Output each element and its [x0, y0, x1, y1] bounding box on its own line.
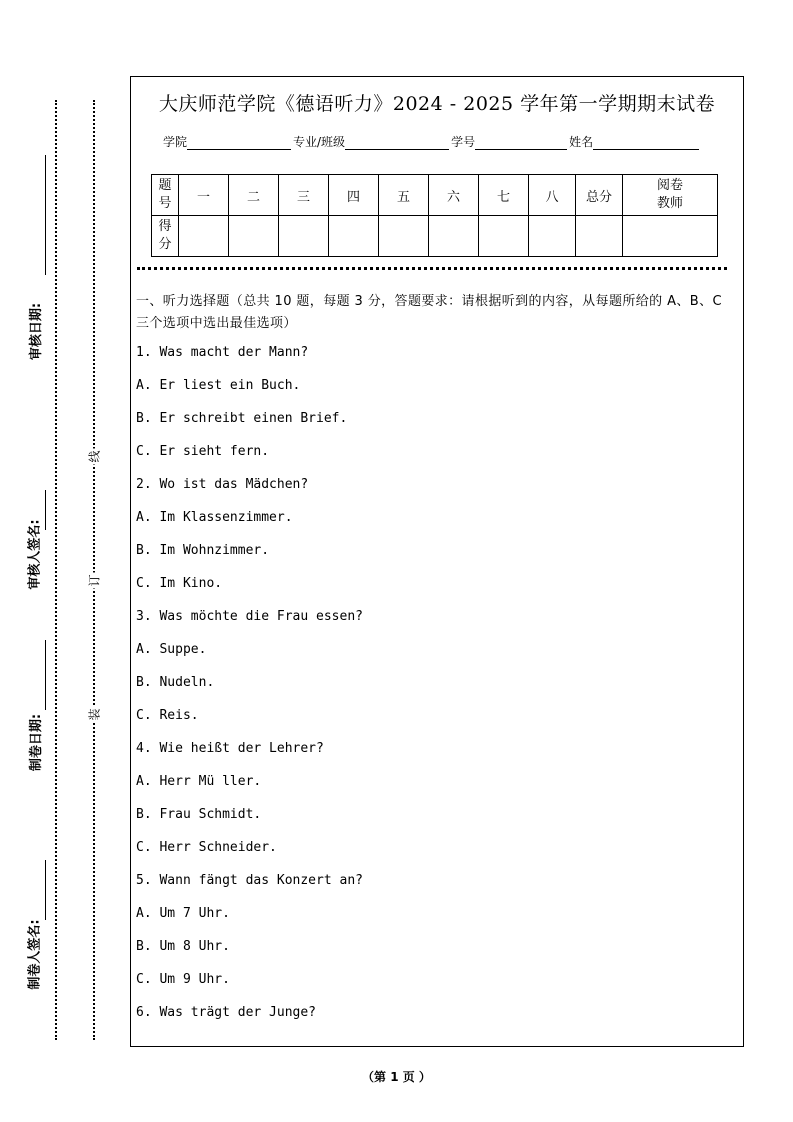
answer-option[interactable]: A. Im Klassenzimmer.: [136, 510, 293, 525]
binding-char-xian: 线: [87, 450, 102, 463]
question-text: 6. Was trägt der Junge?: [136, 1005, 317, 1020]
answer-option[interactable]: C. Um 9 Uhr.: [136, 972, 230, 987]
binding-dotted-line-inner: [93, 100, 95, 1040]
score-cell[interactable]: [379, 216, 429, 257]
answer-option[interactable]: C. Er sieht fern.: [136, 444, 270, 459]
score-cell[interactable]: [229, 216, 279, 257]
name-field[interactable]: [593, 135, 699, 150]
info-label-name: 姓名: [569, 135, 594, 149]
answer-option[interactable]: A. Herr Mü ller.: [136, 774, 262, 789]
reviewer-signature-line: [45, 490, 46, 530]
exam-title: 大庆师范学院《德语听力》2024 - 2025 学年第一学期期末试卷: [158, 93, 716, 115]
col-header: 二: [229, 175, 279, 216]
prep-date-label: 制卷日期:: [25, 712, 44, 773]
answer-option[interactable]: C. Herr Schneider.: [136, 840, 277, 855]
preparer-signature-line: [45, 860, 46, 920]
answer-option[interactable]: A. Er liest ein Buch.: [136, 378, 301, 393]
row-header-score: 得 分: [152, 216, 179, 257]
question-text: 2. Wo ist das Mädchen?: [136, 477, 309, 492]
section-instruction: 一、听力选择题（总共 10 题，每题 3 分，答题要求：请根据听到的内容，从每题所给的 A、B、C 三个选项中选出最佳选项）: [136, 294, 722, 331]
student-id-field[interactable]: [475, 135, 567, 150]
score-table-score-row: [152, 216, 718, 257]
col-header: 三: [279, 175, 329, 216]
col-header: 七: [479, 175, 529, 216]
question-text: 5. Wann fängt das Konzert an?: [136, 873, 363, 888]
binding-char-zhuang: 装: [87, 708, 102, 721]
info-label-college: 学院: [163, 135, 188, 149]
question-text: 1. Was macht der Mann?: [136, 345, 309, 360]
col-header: 六: [429, 175, 479, 216]
binding-dotted-line-outer: [55, 100, 57, 1040]
score-cell[interactable]: [329, 216, 379, 257]
col-header: 五: [379, 175, 429, 216]
question-list: [136, 344, 736, 1037]
score-cell[interactable]: [529, 216, 576, 257]
answer-option[interactable]: B. Um 8 Uhr.: [136, 939, 230, 954]
reviewer-signature-label: 审核人签名:: [24, 517, 43, 591]
answer-option[interactable]: C. Im Kino.: [136, 576, 223, 591]
answer-option[interactable]: B. Im Wohnzimmer.: [136, 543, 270, 558]
answer-option[interactable]: A. Suppe.: [136, 642, 207, 657]
question-text: 4. Wie heißt der Lehrer?: [136, 741, 324, 756]
answer-option[interactable]: B. Frau Schmidt.: [136, 807, 262, 822]
question-text: 3. Was möchte die Frau essen?: [136, 609, 363, 624]
dotted-separator: [137, 267, 727, 270]
info-label-student-id: 学号: [451, 135, 476, 149]
answer-option[interactable]: B. Er schreibt einen Brief.: [136, 411, 348, 426]
row-header-question-no: 题 号: [152, 175, 179, 216]
score-cell[interactable]: [479, 216, 529, 257]
review-date-label: 审核日期:: [25, 301, 44, 362]
score-cell-total[interactable]: [576, 216, 623, 257]
answer-option[interactable]: A. Um 7 Uhr.: [136, 906, 230, 921]
score-cell[interactable]: [279, 216, 329, 257]
col-header: 八: [529, 175, 576, 216]
section-listening-choice: [136, 291, 736, 1037]
col-header: 一: [179, 175, 229, 216]
student-info-row: [163, 133, 701, 150]
score-table: [151, 174, 718, 257]
page-number: （第 1 页 ）: [362, 1070, 431, 1084]
preparer-signature-label: 制卷人签名:: [24, 917, 43, 991]
score-cell[interactable]: [179, 216, 229, 257]
review-date-line: [45, 155, 46, 275]
col-header: 四: [329, 175, 379, 216]
exam-frame: [130, 76, 744, 1047]
score-table-header-row: [152, 175, 718, 216]
info-label-major-class: 专业/班级: [293, 135, 346, 149]
answer-option[interactable]: C. Reis.: [136, 708, 199, 723]
score-cell-grader[interactable]: [623, 216, 718, 257]
col-header-grader: 阅卷 教师: [623, 175, 718, 216]
prep-date-line: [45, 640, 46, 710]
college-field[interactable]: [187, 135, 291, 150]
binding-char-ding: 订: [87, 574, 102, 587]
col-header: 总分: [576, 175, 623, 216]
major-class-field[interactable]: [345, 135, 449, 150]
answer-option[interactable]: B. Nudeln.: [136, 675, 215, 690]
score-cell[interactable]: [429, 216, 479, 257]
